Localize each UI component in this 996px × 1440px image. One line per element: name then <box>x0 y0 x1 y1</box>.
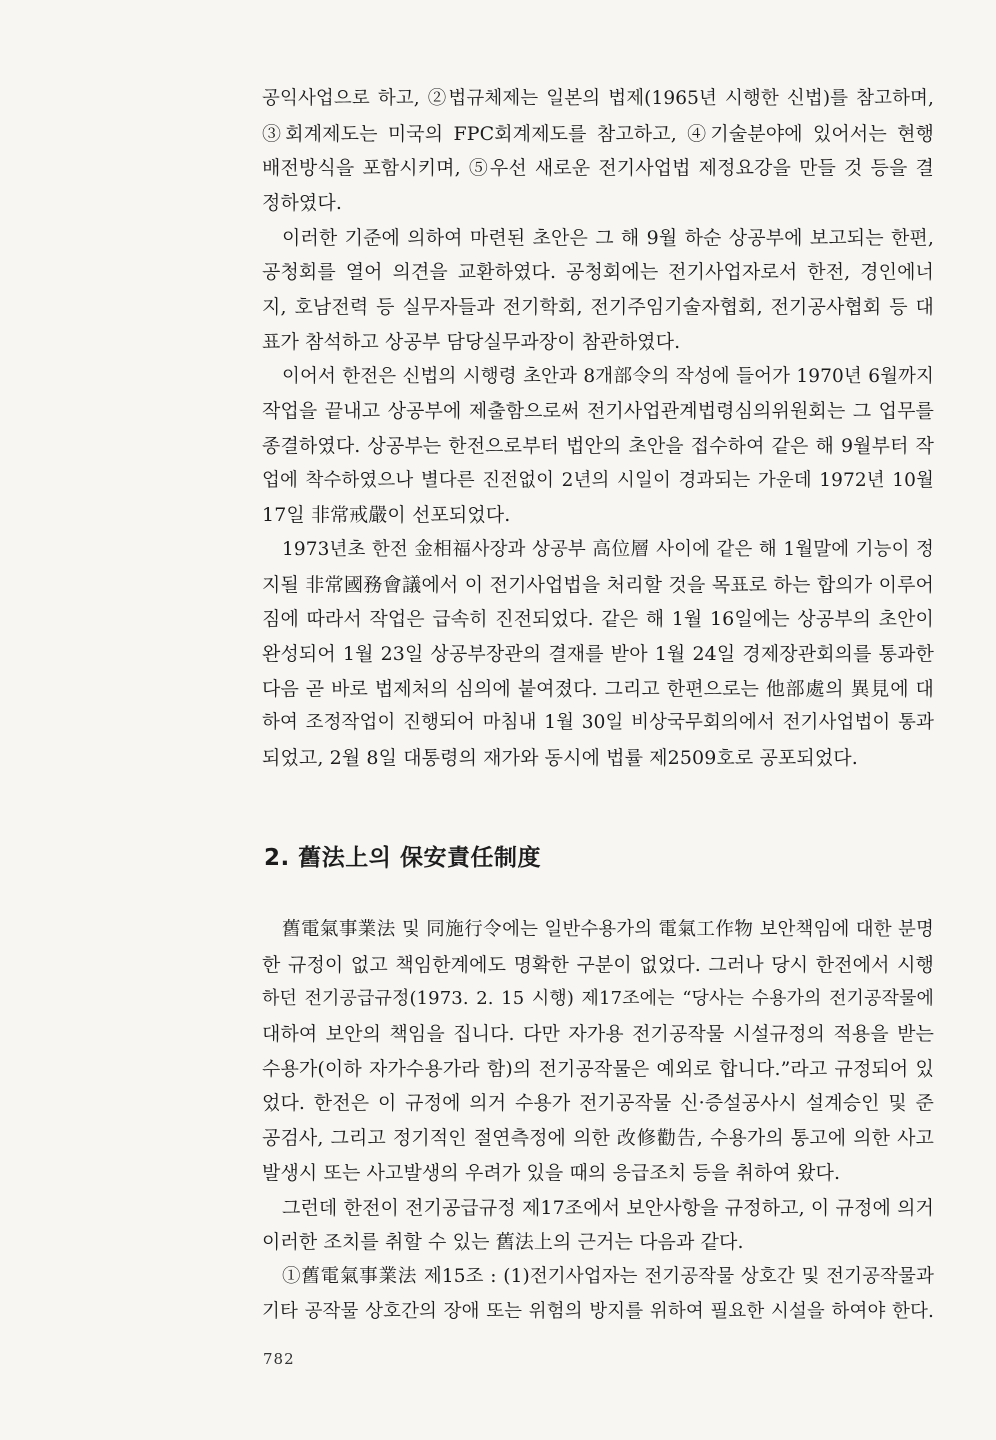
paragraph <box>262 913 934 1191</box>
text-line: 공익사업으로 하고, ②법규체제는 일본의 법제(1965년 시행한 신법)를 참고하며, <box>262 88 934 109</box>
text-line: 하여 조정작업이 진행되어 마침내 1월 30일 비상국무회의에서 전기사업법이 통과 <box>262 712 934 734</box>
paragraph <box>262 1191 934 1260</box>
text-line: 17일 非常戒嚴이 선포되었다. <box>262 504 511 527</box>
text-line: 정하였다. <box>262 192 342 215</box>
paragraph <box>262 360 934 533</box>
text-line: 발생시 또는 사고발생의 우려가 있을 때의 응급조치 등을 취하여 왔다. <box>262 1161 841 1184</box>
text-line: 舊電氣事業法 및 同施行令에는 일반수용가의 電氣工作物 보안책임에 대한 분명 <box>282 919 934 940</box>
text-line: 대하여 보안의 책임을 집니다. 다만 자가용 전기공작물 시설규정의 적용을 받는 <box>262 1023 934 1046</box>
paragraph <box>262 533 934 776</box>
text-line: 배전방식을 포함시키며, ⑤우선 새로운 전기사업법 제정요강을 만들 것 등을 결 <box>262 157 934 180</box>
text-line: 완성되어 1월 23일 상공부장관의 결재를 받아 1월 24일 경제장관회의를 통과한 <box>262 643 934 665</box>
text-line: 하던 전기공급규정(1973. 2. 15 시행) 제17조에는 “당사는 수용가의 전기공작물에 <box>262 988 934 1010</box>
page-number: 782 <box>263 1350 295 1368</box>
text-line: 지될 非常國務會議에서 이 전기사업법을 처리할 것을 목표로 하는 합의가 이루어 <box>262 573 934 596</box>
paragraph <box>262 221 934 360</box>
text-line: 지, 호남전력 등 실무자들과 전기학회, 전기주임기술자협회, 전기공사협회 등 대 <box>262 296 934 319</box>
text-line: 짐에 따라서 작업은 급속히 진전되었다. 같은 해 1월 16일에는 상공부의 초안이 <box>262 608 934 631</box>
text-line: 기타 공작물 상호간의 장애 또는 위험의 방지를 위하여 필요한 시설을 하여야 한다. <box>262 1300 934 1322</box>
text-line: 다음 곧 바로 법제처의 심의에 붙여졌다. 그리고 한편으로는 他部處의 異見에 대 <box>262 677 934 700</box>
text-line: 작업을 끝내고 상공부에 제출함으로써 전기사업관계법령심의위원회는 그 업무를 <box>262 400 934 423</box>
text-line: 이러한 조치를 취할 수 있는 舊法上의 근거는 다음과 같다. <box>262 1231 744 1254</box>
text-line: 수용가(이하 자가수용가라 함)의 전기공작물은 예외로 합니다.”라고 규정되어 있 <box>262 1057 934 1080</box>
text-line: 이러한 기준에 의하여 마련된 초안은 그 해 9월 하순 상공부에 보고되는 한편, <box>282 226 934 249</box>
text-line: 종결하였다. 상공부는 한전으로부터 법안의 초안을 접수하여 같은 해 9월부터 작 <box>262 434 934 457</box>
text-line: 되었고, 2월 8일 대통령의 재가와 동시에 법률 제2509호로 공포되었다. <box>262 747 858 770</box>
text-line: 공청회를 열어 의견을 교환하였다. 공청회에는 전기사업자로서 한전, 경인에너 <box>262 261 934 284</box>
body-text-bottom <box>262 913 934 1329</box>
text-line: 한 규정이 없고 책임한계에도 명확한 구분이 없었다. 그러나 당시 한전에서 시행 <box>262 953 934 976</box>
text-line: 이어서 한전은 신법의 시행령 초안과 8개部令의 작성에 들어가 1970년 6월까지 <box>282 365 934 387</box>
text-line: 업에 착수하였으나 별다른 진전없이 2년의 시일이 경과되는 가운데 1972년 10월 <box>262 469 934 491</box>
text-line: 었다. 한전은 이 규정에 의거 수용가 전기공작물 신·증설공사시 설계승인 및 준 <box>262 1092 934 1115</box>
body-text-top <box>262 82 934 776</box>
text-line: ①舊電氣事業法 제15조 : (1)전기사업자는 전기공작물 상호간 및 전기공작물과 <box>282 1265 934 1287</box>
paragraph <box>262 1260 934 1329</box>
paragraph <box>262 82 934 221</box>
text-line: 표가 참석하고 상공부 담당실무과장이 참관하였다. <box>262 330 681 353</box>
text-line: 그런데 한전이 전기공급규정 제17조에서 보안사항을 규정하고, 이 규정에 의거 <box>282 1196 934 1219</box>
text-line: 공검사, 그리고 정기적인 절연측정에 의한 改修勸告, 수용가의 통고에 의한 사고 <box>262 1127 934 1150</box>
text-line: 1973년초 한전 金相福사장과 상공부 高位層 사이에 같은 해 1월말에 기능이 정 <box>282 538 934 560</box>
section-heading: 2. 舊法上의 保安責任制度 <box>264 845 541 871</box>
text-line: ③회계제도는 미국의 FPC회계제도를 참고하고, ④기술분야에 있어서는 현행 <box>262 122 934 145</box>
